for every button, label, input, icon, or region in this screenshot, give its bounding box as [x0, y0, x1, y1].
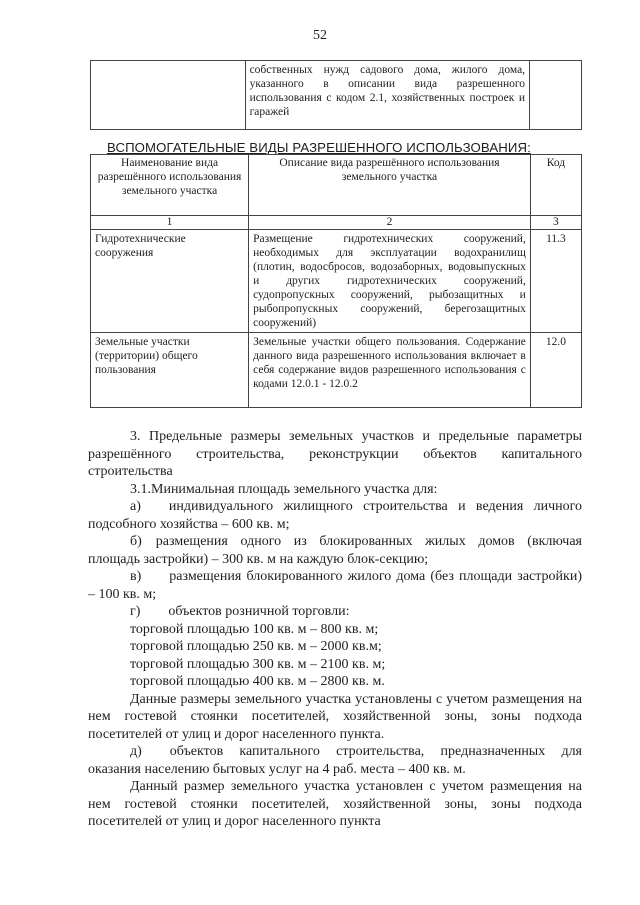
- table-cell-description: собственных нужд садового дома, жилого дома, указанного в описании вида разрешенного использования с кодом 2.1, хозяйственных построек и гаражей: [245, 61, 530, 130]
- paragraph-3: 3. Предельные размеры земельных участков и предельные параметры разрешённого строительства, реконструкции объектов капитального строительства: [88, 429, 582, 479]
- col-number: 1: [91, 216, 249, 230]
- list-item-b: [88, 533, 582, 568]
- column-number-row: [91, 216, 582, 230]
- item-text: индивидуального жилищного строительства и ведения личного подсобного хозяйства – 600 кв. м;: [88, 499, 582, 532]
- page-number: 52: [313, 28, 327, 43]
- item-label: б): [130, 534, 142, 549]
- table-cell-empty: [91, 61, 246, 130]
- section-heading: ВСПОМОГАТЕЛЬНЫЕ ВИДЫ РАЗРЕШЕННОГО ИСПОЛЬЗОВАНИЯ:: [107, 140, 531, 155]
- list-item-d: [88, 743, 582, 778]
- item-text: размещения одного из блокированных жилых домов (включая площадь застройки) – 300 кв. м на каждую блок-секцию;: [88, 534, 582, 567]
- row-name: Земельные участки (территории) общего пользования: [91, 333, 249, 408]
- note-paragraph: Данные размеры земельного участка установлены с учетом размещения на нем гостевой стоянки посетителей, хозяйственной зоны, зоны подхода посетителей от улиц и дорог населенного пункта.: [88, 691, 582, 742]
- item-text: объектов капитального строительства, предназначенных для оказания населению бытовых услуг на 4 раб. места – 400 кв. м.: [88, 744, 582, 777]
- trade-line: торговой площадью 100 кв. м – 800 кв. м;: [130, 621, 379, 637]
- table-row: [91, 61, 582, 130]
- item-label: г): [130, 604, 141, 619]
- item-text: объектов розничной торговли:: [168, 604, 350, 619]
- row-code: 11.3: [530, 230, 581, 333]
- trade-line: торговой площадью 250 кв. м – 2000 кв.м;: [130, 639, 382, 654]
- row-name: Гидротехнические сооружения: [91, 230, 249, 333]
- row-description: Размещение гидротехнических сооружений, необходимых для эксплуатации водохранилищ (плотин, водосбросов, водозаборных, водовыпускных и других гидротехнических сооружений, судопропускных сооружений, рыбозащитных и рыбопропускных сооружений, берегозащитных сооружений): [249, 230, 531, 333]
- header-description: Описание вида разрешённого использования земельного участка: [249, 155, 531, 216]
- header-code: Код: [530, 155, 581, 216]
- table-row: [91, 230, 582, 333]
- item-label: в): [130, 569, 142, 584]
- col-number: 2: [249, 216, 531, 230]
- table-row: [91, 333, 582, 408]
- item-text: размещения блокированного жилого дома (без площади застройки) – 100 кв. м;: [88, 569, 582, 602]
- row-description: Земельные участки общего пользования. Содержание данного вида разрешенного использования включает в себя содержание видов разрешенного использования с кодами 12.0.1 - 12.0.2: [249, 333, 531, 408]
- trade-line: торговой площадью 300 кв. м – 2100 кв. м;: [130, 656, 386, 672]
- continuation-table: [90, 60, 582, 130]
- item-label: а): [130, 499, 141, 514]
- body-text: [88, 428, 582, 831]
- table-cell-empty: [530, 61, 582, 130]
- row-code: 12.0: [530, 333, 581, 408]
- table-header-row: [91, 155, 582, 216]
- auxiliary-uses-table: [90, 154, 582, 408]
- list-item-g: [88, 603, 582, 621]
- list-item-v: [88, 568, 582, 603]
- header-name: Наименование вида разрешённого использования земельного участка: [91, 155, 249, 216]
- item-label: д): [130, 744, 142, 759]
- paragraph-3-1: 3.1.Минимальная площадь земельного участка для:: [130, 481, 438, 497]
- list-item-a: [88, 498, 582, 533]
- trade-line: торговой площадью 400 кв. м – 2800 кв. м.: [130, 674, 385, 689]
- col-number: 3: [530, 216, 581, 230]
- note-paragraph: Данный размер земельного участка установлен с учетом размещения на нем гостевой стоянки посетителей, хозяйственной зоны, зоны подхода посетителей от улиц и дорог населенного пункта: [88, 779, 582, 829]
